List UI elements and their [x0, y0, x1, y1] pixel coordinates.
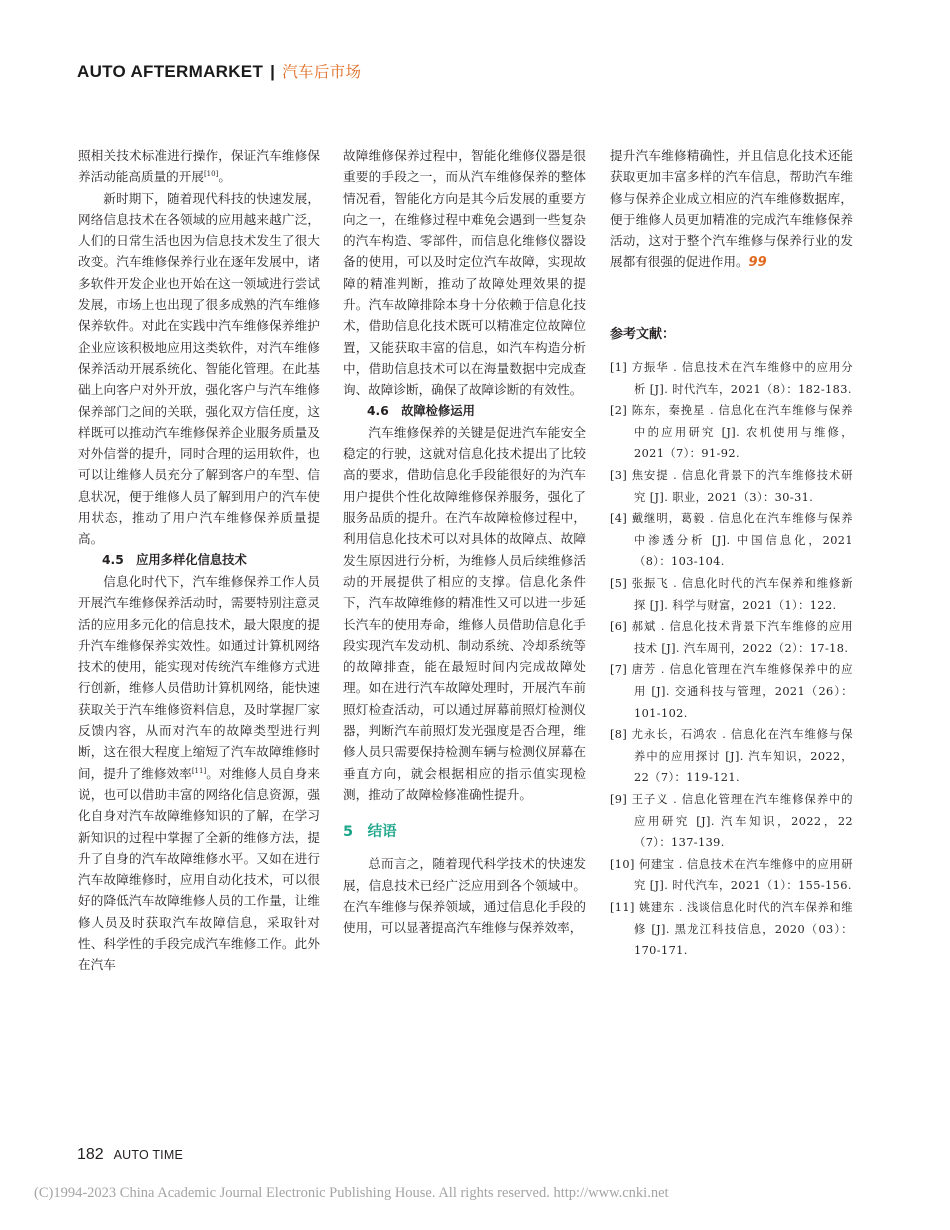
- paragraph-text: 信息化时代下，汽车维修保养工作人员开展汽车维修保养活动时，需要特别注意灵活的应用多元化的信息技术，最大限度的提升汽车维修保养实效性。如通过计算机网络技术的使用，能实现对传统汽车维修方式进行创新，维修人员借助计算机网络，能快速获取关于汽车维修资料信息，及时掌握厂家反馈内容，从而对汽车的故障类型进行判断，这在很大程度上缩短了汽车故障维修时间，提升了维修效率: [78, 573, 320, 781]
- column-3: [610, 145, 853, 962]
- reference-item: [10] 何建宝 . 信息技术在汽车维修中的应用研究 [J]. 时代汽车，2021（1）：155-156.: [610, 857, 853, 893]
- section-heading-conclusion: 5 结语: [343, 824, 397, 841]
- header-english-title: AUTO AFTERMARKET: [77, 62, 264, 81]
- references-title: 参考文献：: [610, 326, 676, 342]
- paragraph-text: 提升汽车维修精确性，并且信息化技术还能获取更加丰富多样的汽车信息，帮助汽车维修与保养企业成立相应的汽车维修数据库，便于维修人员更加精准的完成汽车维修保养活动，这对于整个汽车维修与保养行业的发展都有很强的促进作用。: [610, 148, 853, 270]
- subsection-heading-4-6: 4.6 故障检修运用: [367, 403, 475, 418]
- page-footer: [77, 1146, 183, 1164]
- paragraph: [610, 145, 853, 274]
- subsection-heading-4-5: 4.5 应用多样化信息技术: [102, 552, 247, 567]
- paragraph: 故障维修保养过程中，智能化维修仪器是很重要的手段之一，而从汽车维修保养的整体情况看，智能化方向是其今后发展的重要方向之一，在维修过程中难免会遇到一些复杂的汽车构造、零部件，而信息化维修仪器设备的使用，可以及时定位汽车故障，实现故障的精准判断，推动了故障处理效果的提升。汽车故障排除本身十分依赖于信息化技术，借助信息化技术既可以精准定位故障位置，又能获取丰富的信息，如汽车构造分析中，借助信息技术可以在海量数据中完成查询、故障诊断，确保了故障诊断的有效性。: [343, 148, 586, 398]
- paragraph-text: 照相关技术标准进行操作，保证汽车维修保养活动能高质量的开展: [78, 148, 320, 185]
- reference-item: [1] 方振华 . 信息技术在汽车维修中的应用分析 [J]. 时代汽车，2021（8）：182-183.: [610, 361, 853, 396]
- reference-item: [5] 张振飞 . 信息化时代的汽车保养和维修新探 [J]. 科学与财富，2021（1）：122.: [610, 577, 853, 612]
- header-separator: |: [270, 62, 276, 81]
- paragraph-text: 。: [218, 169, 231, 185]
- reference-item: [8] 尤永长，石鸿农 . 信息化在汽车维修与保养中的应用探讨 [J]. 汽车知识，2022，22（7）：119-121.: [610, 728, 853, 785]
- page-number: 182: [77, 1146, 104, 1163]
- paragraph: [78, 145, 320, 188]
- column-1: [78, 145, 320, 976]
- reference-item: [2] 陈东，秦挽星 . 信息化在汽车维修与保养中的应用研究 [J]. 农机使用与维修，2021（7）：91-92.: [610, 404, 853, 461]
- reference-item: [7] 唐芳 . 信息化管理在汽车维修保养中的应用 [J]. 交通科技与管理，2021（26）：101-102.: [610, 663, 853, 720]
- paragraph-text: 。对维修人员自身来说，也可以借助丰富的网络化信息资源，强化自身对汽车故障维修知识的了解，在学习新知识的过程中掌握了全新的维修方法，提升了自身的汽车故障维修水平。又如在进行汽车故障维修时，应用自动化技术，可以很好的降低汽车故障维修人员的工作量，让维修人员及时获取汽车故障信息，采取针对性、科学性的手段完成汽车维修工作。此外在汽车: [78, 765, 321, 973]
- citation-ref: [10]: [203, 170, 219, 179]
- paragraph: 汽车维修保养的关键是促进汽车能安全稳定的行驶，这就对信息化技术提出了比较高的要求，借助信息化手段能很好的为汽车用户提供个性化故障维修保养服务，强化了服务品质的提升。在汽车故障检修过程中，利用信息化技术可以对具体的故障点、故障发生原因进行分析，为维修人员后续维修活动的开展提供了相应的支撑。信息化条件下，汽车故障维修的精准性又可以进一步延长汽车的使用寿命，维修人员借助信息化手段实现汽车发动机、制动系统、冷却系统等的故障排查，能在最短时间内完成故障处理。如在进行汽车故障处理时，开展汽车前照灯检查活动，可以通过屏幕前照灯检测仪器，判断汽车前照灯发光强度是否合理，维修人员只需要保持检测车辆与检测仪屏幕在垂直方向，就会根据相应的指示值实现检测，推动了故障检修准确性提升。: [343, 424, 586, 802]
- header-chinese-title: 汽车后市场: [282, 63, 362, 81]
- reference-list: [610, 357, 853, 962]
- paragraph: 新时期下，随着现代科技的快速发展，网络信息技术在各领域的应用越来越广泛，人们的日常生活也因为信息技术发生了很大改变。汽车维修保养行业在逐年发展中，诸多软件开发企业也开始在这一领域进行尝试发展，市场上也出现了很多成熟的汽车维修保养软件。对此在实践中汽车维修保养维护企业应该积极地应用这类软件，对汽车维修保养活动开展系统化、智能化管理。在此基础上向客户对外开放，强化客户与汽车维修保养部门之间的关联，强化双方信任度，这样既可以推动汽车维修保养企业服务质量及对外信誉的提升，同时合理的运用软件，也可以让维修人员充分了解到客户的车型、信息状况，便于维修人员了解到用户的汽车使用状态，推动了用户汽车维修保养质量提高。: [78, 190, 320, 547]
- reference-item: [9] 王子义 . 信息化管理在汽车维修保养中的应用研究 [J]. 汽车知识，2022，22（7）：137-139.: [610, 792, 853, 850]
- paragraph: 总而言之，随着现代科学技术的快速发展，信息技术已经广泛应用到各个领域中。在汽车维修与保养领域，通过信息化手段的使用，可以显著提高汽车维修与保养效率，: [343, 856, 586, 936]
- reference-item: [3] 焦安提 . 信息化背景下的汽车维修技术研究 [J]. 职业，2021（3）：30-31.: [610, 469, 853, 504]
- magazine-name: AUTO TIME: [113, 1148, 183, 1162]
- copyright-watermark: (C)1994-2023 China Academic Journal Electronic Publishing House. All rights reserved. http://www.cnki.net: [34, 1185, 669, 1201]
- reference-item: [6] 郝斌 . 信息化技术背景下汽车维修的应用技术 [J]. 汽车周刊，2022（2）：17-18.: [610, 620, 853, 655]
- end-mark-icon: 99: [748, 255, 767, 271]
- running-header: [77, 60, 361, 82]
- citation-ref: [11]: [191, 766, 207, 775]
- column-2: [343, 145, 586, 938]
- reference-item: [11] 姚建东 . 浅谈信息化时代的汽车保养和维修 [J]. 黑龙江科技信息，2020（03）：170-171.: [610, 900, 853, 958]
- paragraph: [78, 571, 320, 976]
- reference-item: [4] 戴继明，葛毅 . 信息化在汽车维修与保养中渗透分析 [J]. 中国信息化，2021（8）：103-104.: [610, 512, 853, 569]
